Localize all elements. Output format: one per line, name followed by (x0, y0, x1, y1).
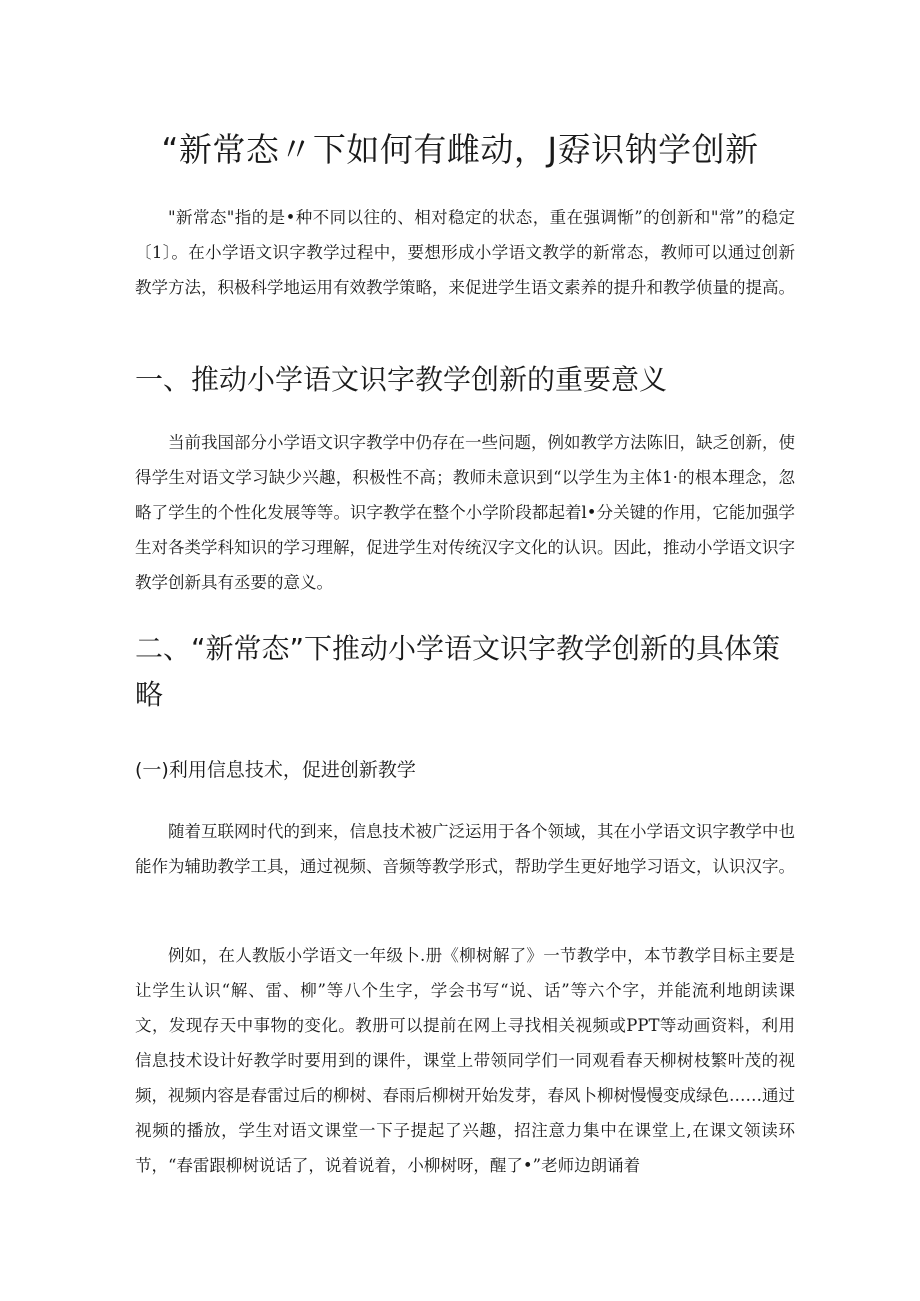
section-2-heading: 二、“新常态”下推动小学语文识字教学创新的具体策略 (135, 632, 781, 711)
subsection-1-paragraph-1: 随着互联网时代的到来，信息技术被广泛运用于各个领域，其在小学语文识字教学中也能作为辅助教学工具，通过视频、音频等教学形式，帮助学生更好地学习语文，认识汉字。 (135, 822, 795, 876)
document-title: “新常态〃下如何有雌动，J孬识钠学创新 (161, 130, 759, 169)
intro-paragraph: "新常态"指的是•种不同以往的、相对稳定的状态，重在强调惭”的创新和"常”的稳定〔1〕。在小学语文识字教学过程中，要想形成小学语文教学的新常态，教师可以通过创新教学方法，积极科学地运用有效教学策略，来促进学生语文素养的提升和教学侦量的提高。 (135, 208, 795, 297)
subsection-1-paragraph-2: 例如，在人教版小学语文一年级卜.册《柳树解了》一节教学中，本节教学目标主要是让学生认识“解、雷、柳”等八个生字，学会书写“说、话”等六个字，并能流利地朗读课文，发现存天中事物的变化。教册可以提前在网上寻找相关视频或PPT等动画资料，利用信息技术设计好教学时要用到的课件，课堂上带领同学们一同观看春天柳树枝繁叶茂的视频，视频内容是春雷过后的柳树、春雨后柳树开始发芽，春风卜柳树慢慢变成绿色……通过视频的播放，学生对语文课堂一下子提起了兴趣，招注意力集中在课堂上,在课文领读环节，“春雷跟柳树说话了，说着说着，小柳树呀，醒了•”老师边朗诵着 (135, 946, 795, 1175)
section-1-heading: 一、推动小学语文识字教学创新的重要意义 (135, 363, 668, 396)
subsection-1-heading: (一)利用信息技术，促进创新教学 (135, 759, 416, 781)
section-1-paragraph: 当前我国部分小学语文识字教学中仍存在一些问题，例如教学方法陈旧，缺乏创新，使得学生对语文学习缺少兴趣，积极性不高；教师未意识到“以学生为主体1·的根本理念，忽略了学生的个性化发展等等。识字教学在整个小学阶段都起着l•分关键的作用，它能加强学生对各类学科知识的学习理解，促进学生对传统汉字文化的认识。因此，推动小学语文识字教学创新具有丞要的意义。 (135, 433, 795, 592)
